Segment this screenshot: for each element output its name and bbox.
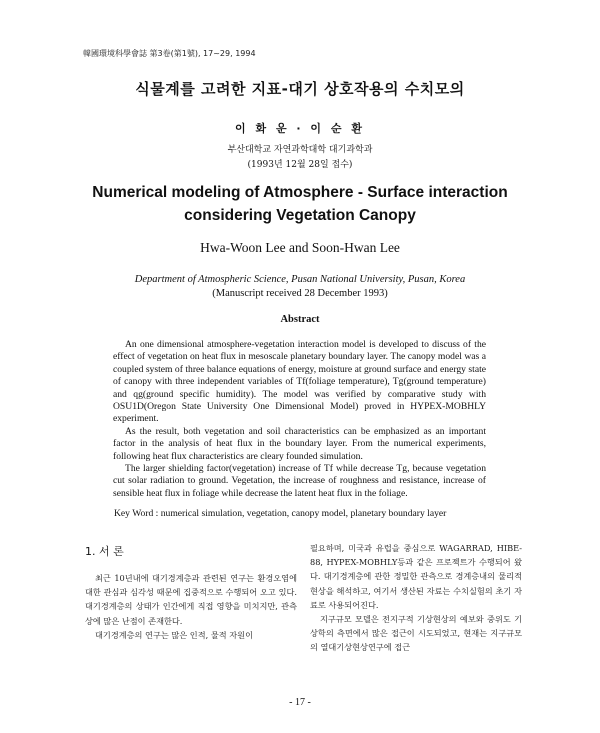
abstract-body: [113, 339, 486, 500]
body-paragraph: 최근 10년내에 대기경계층과 관련된 연구는 환경오염에 대한 관심과 심각성 때문에 집중적으로 수행되어 오고 있다. 대기경계층의 상태가 인간에게 직접 영향을 미치지만, 관측상에 많은 난점이 존재한다.: [85, 573, 297, 626]
body-column-left: [85, 571, 297, 642]
abstract-heading: Abstract: [280, 314, 320, 325]
abstract-paragraph: As the result, both vegetation and soil characteristics can be emphasized as an important factor in the analysis of heat flux in the boundary layer. From the numerical experiments, following heat flux characteristics are cleary founded simulation.: [113, 425, 486, 462]
body-paragraph: 지구규모 모델은 전지구적 기상현상의 예보와 중위도 기상학의 측면에서 많은 접근이 시도되었고, 현재는 지구규모의 열대기상현상연구에 접근: [310, 614, 522, 653]
title-korean: 식물계를 고려한 지표-대기 상호작용의 수치모의: [135, 80, 465, 98]
authors-english: Hwa-Woon Lee and Soon-Hwan Lee: [200, 240, 400, 255]
body-column-right: [310, 541, 522, 655]
page-number: - 17 -: [289, 697, 311, 708]
affiliation-korean: [0, 143, 600, 173]
authors-korean: 이 화 운 · 이 순 환: [235, 122, 365, 135]
received-date-korean: (1993년 12월 28일 접수): [247, 160, 353, 170]
affiliation-english: [0, 273, 600, 301]
body-paragraph: 필요하며, 미국과 유럽을 중심으로 WAGARRAD, HIBE-88, HYPEX-MOBHLY등과 같은 프로젝트가 수행되어 왔다. 대기경계층에 관한 정밀한 관측으로 경계층내의 물리적 현상을 해석하고, 여기서 생산된 자료는 수치실험의 초기 자료로 사용되어진다.: [310, 543, 522, 610]
title-english: [0, 181, 600, 227]
body-paragraph: 대기경계층의 연구는 많은 인적, 물적 자원이: [95, 629, 253, 640]
affiliation-english-dept: Department of Atmospheric Science, Pusan National University, Pusan, Korea: [134, 274, 466, 285]
keywords: Key Word : numerical simulation, vegetation, canopy model, planetary boundary layer: [114, 508, 447, 519]
title-english-line1: Numerical modeling of Atmosphere - Surface interaction: [92, 184, 508, 201]
section-heading: 1. 서 론: [85, 545, 124, 558]
abstract-paragraph: An one dimensional atmosphere-vegetation interaction model is developed to discuss of the effect of vegetation on heat flux in mesoscale planetary boundary layer. The canopy model was a coupled system of three balance equations of energy, moisture at ground surface and energy state of canopy with three independent variables of Tf(foliage temperature), Tg(ground temperature) and qg(ground specific humidity). The model was verified by comparative study with OSU1D(Oregon State University One Dimensional Model) proved in HYPEX-MOBHLY experiment.: [113, 339, 486, 425]
title-english-line2: considering Vegetation Canopy: [184, 207, 416, 224]
affiliation-korean-dept: 부산대학교 자연과학대학 대기과학과: [227, 145, 373, 155]
journal-reference: 韓國環境科學會誌 第3卷(第1號), 17~29, 1994: [83, 49, 256, 58]
received-date-english: (Manuscript received 28 December 1993): [212, 288, 388, 299]
abstract-paragraph: The larger shielding factor(vegetation) increase of Tf while decrease Tg, because vegetation cut solar radiation to ground. Vegetation, the increase of roughness and resistance, increase of sensible heat flux in foliage while decrease the latent heat flux in the foliage.: [113, 463, 486, 499]
